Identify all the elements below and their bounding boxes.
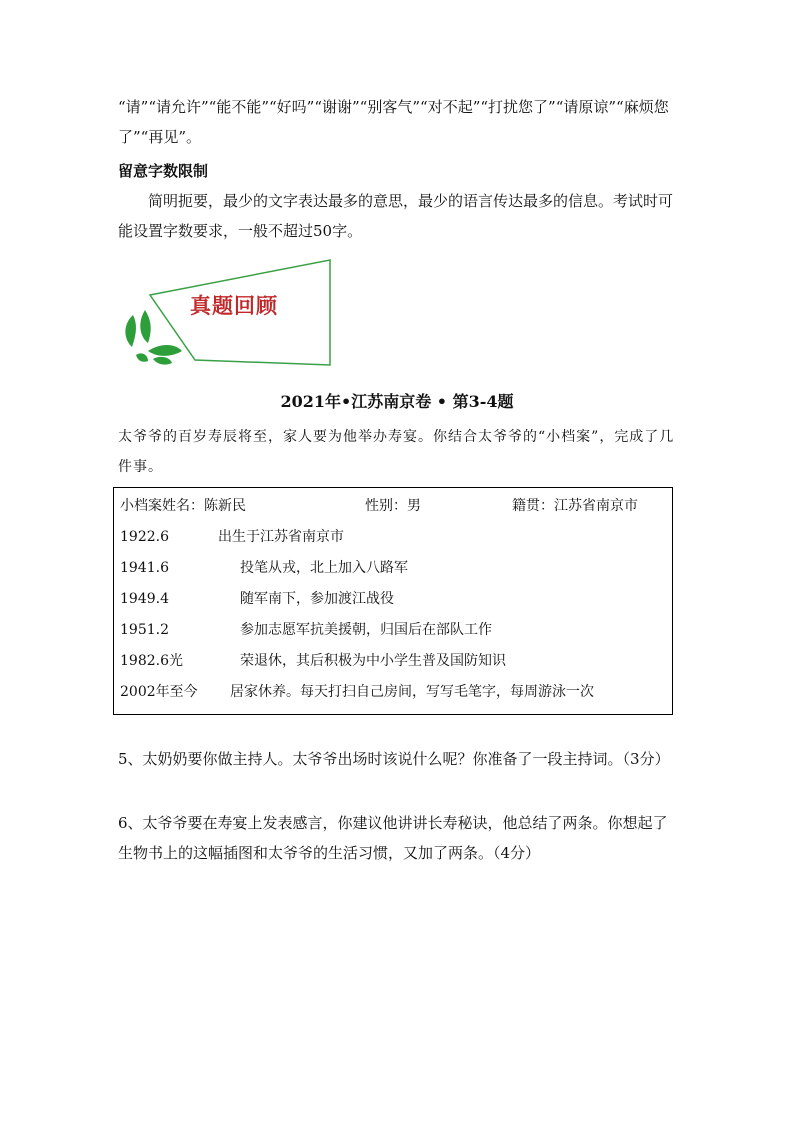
banner-title: 真题回顾: [190, 293, 278, 318]
leaf-icon: [140, 310, 150, 343]
record-date: 1949.4: [120, 591, 169, 607]
record-event: 参加志愿军抗美援朝，归国后在部队工作: [240, 622, 492, 638]
leaf-icon: [153, 357, 172, 365]
polite-words-paragraph: “请”“请允许”“能不能”“好吗”“谢谢”“别客气”“对不起”“打扰您了”“请原谅”“麻烦您了”“再见”。: [118, 98, 669, 146]
record-event: 投笔从戎，北上加入八路军: [240, 560, 408, 576]
question-5: 5、太奶奶要你做主持人。太爷爷出场时该说什么呢？你准备了一段主持词。（3分）: [118, 750, 670, 768]
section-heading: 留意字数限制: [118, 162, 209, 180]
record-date: 1941.6: [120, 560, 169, 576]
record-date: 2002年至今: [120, 684, 198, 700]
leaf-icon: [136, 353, 148, 361]
record-date: 1951.2: [120, 622, 169, 638]
leaf-icon: [148, 345, 182, 356]
leaf-icon: [125, 315, 136, 347]
record-hometown: 籍贯：江苏省南京市: [512, 498, 638, 514]
profile-record-box: [113, 487, 673, 715]
record-event: 出生于江苏省南京市: [218, 529, 344, 545]
record-event: 荣退休，其后积极为中小学生普及国防知识: [240, 653, 506, 669]
question-intro: 太爷爷的百岁寿辰将至，家人要为他举办寿宴。你结合太爷爷的“小档案”，完成了几件事。: [118, 429, 675, 475]
record-date: 1922.6: [120, 529, 169, 545]
question-6: 6、太爷爷要在寿宴上发表感言，你建议他讲讲长寿秘诀，他总结了两条。你想起了生物书上的这幅插图和太爷爷的生活习惯，又加了两条。（4分）: [118, 814, 668, 862]
record-name: 小档案姓名：陈新民: [120, 498, 246, 514]
record-event: 居家休养。每天打扫自己房间，写写毛笔字，每周游泳一次: [230, 684, 594, 700]
record-date: 1982.6光: [120, 653, 183, 669]
record-gender: 性别：男: [365, 498, 421, 514]
word-limit-paragraph: 简明扼要，最少的文字表达最多的意思，最少的语言传达最多的信息。考试时可能设置字数要求，一般不超过50字。: [118, 192, 674, 240]
question-title: 2021年•江苏南京卷 • 第3-4题: [280, 392, 514, 411]
record-event: 随军南下，参加渡江战役: [240, 591, 394, 607]
